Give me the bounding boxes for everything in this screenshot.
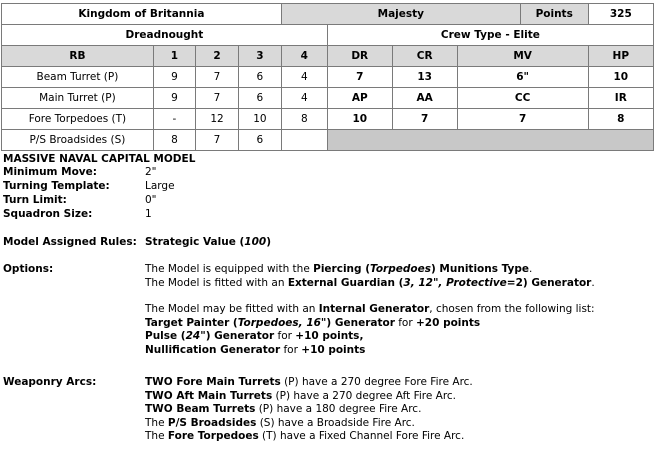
text: (S) have a Broadside Fire Arc. bbox=[256, 416, 415, 429]
text: Target Painter ( bbox=[145, 316, 238, 329]
text: Torpedoes bbox=[370, 263, 431, 275]
weapon-value: 4 bbox=[281, 88, 327, 109]
weapon-value: 6 bbox=[238, 130, 281, 151]
basic-value: 0" bbox=[145, 194, 157, 206]
basic-value: 2" bbox=[145, 166, 157, 178]
rule-param: 100 bbox=[244, 236, 267, 248]
text: for bbox=[274, 330, 296, 342]
weapon-value: 12 bbox=[196, 109, 239, 130]
type-row bbox=[2, 25, 654, 46]
weapon-name: P/S Broadsides (S) bbox=[2, 130, 154, 151]
assigned-rules-row bbox=[3, 236, 643, 250]
weapon-value: 9 bbox=[153, 88, 195, 109]
text: ) Munitions Type bbox=[430, 263, 530, 275]
text: +10 points bbox=[301, 343, 366, 356]
mv-value: 6" bbox=[457, 67, 588, 88]
options-label: Options: bbox=[3, 263, 54, 275]
table-row bbox=[2, 109, 654, 130]
table-row bbox=[2, 130, 654, 151]
text: TWO Fore Main Turrets bbox=[145, 376, 281, 388]
weapon-value: 4 bbox=[281, 67, 327, 88]
weapon-name: Beam Turret (P) bbox=[2, 67, 154, 88]
options-text bbox=[145, 263, 595, 357]
rule-name: Strategic Value bbox=[145, 236, 236, 248]
arcs-text bbox=[145, 376, 473, 444]
text: , bbox=[359, 330, 364, 342]
text: The Model is equipped with the bbox=[145, 263, 314, 275]
dr-value: 7 bbox=[327, 67, 392, 88]
arc-line bbox=[145, 376, 473, 390]
empty-stat-cell bbox=[327, 130, 653, 151]
hp-header: HP bbox=[588, 46, 653, 67]
text: (P) have a 180 degree Fire Arc. bbox=[255, 403, 422, 415]
weapon-value: 7 bbox=[196, 130, 239, 151]
text: P/S Broadsides bbox=[167, 416, 257, 429]
weapon-value: 6 bbox=[238, 67, 281, 88]
basic-label: Turn Limit: bbox=[3, 194, 67, 206]
range-4-header: 4 bbox=[281, 46, 327, 67]
option-line bbox=[145, 317, 595, 331]
text: =2) Generator bbox=[506, 276, 592, 289]
weapon-value: 9 bbox=[153, 67, 195, 88]
text: , chosen from the following list: bbox=[429, 303, 595, 315]
cr-value: 13 bbox=[392, 67, 457, 88]
text: (T) have a Fixed Channel Fore Fire Arc. bbox=[258, 430, 465, 442]
text: The bbox=[145, 430, 168, 442]
text: Nullification Generator bbox=[145, 343, 281, 356]
text: . bbox=[591, 276, 595, 289]
text: (P) have a 270 degree Fore Fire Arc. bbox=[280, 376, 473, 388]
rb-header: RB bbox=[2, 46, 154, 67]
weapon-value: 7 bbox=[196, 67, 239, 88]
table-row bbox=[2, 88, 654, 109]
weapon-value: - bbox=[153, 109, 195, 130]
text: +10 points bbox=[295, 330, 360, 342]
option-line bbox=[145, 263, 595, 277]
points-value: 325 bbox=[588, 4, 653, 25]
stats-grid bbox=[1, 3, 654, 151]
arc-line bbox=[145, 390, 473, 404]
text: Internal Generator bbox=[318, 303, 430, 315]
column-header-row bbox=[2, 46, 654, 67]
points-label: Points bbox=[520, 4, 588, 25]
text: +20 points bbox=[416, 316, 481, 329]
faction-name: Kingdom of Britannia bbox=[2, 4, 282, 25]
text: The Model may be fitted with an bbox=[145, 303, 319, 315]
assigned-rules-label: Model Assigned Rules: bbox=[3, 236, 137, 248]
weapon-value: 6 bbox=[238, 88, 281, 109]
weapon-name: Fore Torpedoes (T) bbox=[2, 109, 154, 130]
ir-header: IR bbox=[588, 88, 653, 109]
ir-value: 8 bbox=[588, 109, 653, 130]
spacer bbox=[145, 290, 595, 303]
weapon-value bbox=[281, 130, 327, 151]
text: Piercing ( bbox=[313, 263, 371, 275]
model-type: Dreadnought bbox=[2, 25, 328, 46]
text: TWO Aft Main Turrets bbox=[145, 389, 273, 402]
options-section bbox=[3, 263, 643, 363]
text: 3, 12", Protective bbox=[403, 276, 507, 289]
weapon-value: 10 bbox=[238, 109, 281, 130]
weapon-name: Main Turret (P) bbox=[2, 88, 154, 109]
basic-value: Large bbox=[145, 180, 175, 192]
hp-value: 10 bbox=[588, 67, 653, 88]
arc-line bbox=[145, 417, 473, 431]
header-row bbox=[2, 4, 654, 25]
text: ) Generator bbox=[205, 330, 275, 342]
aa-value: 7 bbox=[392, 109, 457, 130]
arcs-section bbox=[3, 376, 643, 448]
text: . bbox=[529, 263, 533, 275]
text: for bbox=[394, 316, 416, 329]
basic-value: 1 bbox=[145, 208, 152, 220]
class-name: Majesty bbox=[281, 4, 520, 25]
range-2-header: 2 bbox=[196, 46, 239, 67]
arc-line bbox=[145, 403, 473, 417]
basic-row bbox=[3, 180, 403, 194]
arc-line bbox=[145, 430, 473, 444]
dr-header: DR bbox=[327, 46, 392, 67]
text: for bbox=[280, 343, 302, 356]
weapon-value: 8 bbox=[281, 109, 327, 130]
mv-header: MV bbox=[457, 46, 588, 67]
text: Fore Torpedoes bbox=[167, 430, 259, 442]
text: The bbox=[145, 416, 168, 429]
ap-value: 10 bbox=[327, 109, 392, 130]
assigned-rule: Strategic Value (100) bbox=[145, 236, 272, 248]
ap-header: AP bbox=[327, 88, 392, 109]
basic-label: Turning Template: bbox=[3, 180, 110, 192]
basic-label: Squadron Size: bbox=[3, 208, 93, 220]
text: 24" bbox=[185, 330, 206, 342]
option-line bbox=[145, 277, 595, 291]
text: (P) have a 270 degree Aft Fire Arc. bbox=[272, 389, 457, 402]
text: Torpedoes, 16" bbox=[237, 316, 327, 329]
basic-row bbox=[3, 194, 403, 208]
range-3-header: 3 bbox=[238, 46, 281, 67]
cr-header: CR bbox=[392, 46, 457, 67]
basic-label: Minimum Move: bbox=[3, 166, 97, 178]
text: TWO Beam Turrets bbox=[145, 403, 256, 415]
cc-header: CC bbox=[457, 88, 588, 109]
option-line bbox=[145, 303, 595, 317]
option-line bbox=[145, 330, 595, 344]
cc-value: 7 bbox=[457, 109, 588, 130]
option-line bbox=[145, 344, 595, 358]
model-heading: MASSIVE NAVAL CAPITAL MODEL bbox=[3, 153, 196, 165]
basic-row bbox=[3, 208, 403, 222]
table-row bbox=[2, 67, 654, 88]
aa-header: AA bbox=[392, 88, 457, 109]
text: The Model is fitted with an bbox=[145, 276, 288, 289]
basic-row bbox=[3, 166, 403, 180]
arcs-label: Weaponry Arcs: bbox=[3, 376, 97, 388]
text: ) Generator bbox=[326, 316, 395, 329]
text: Pulse ( bbox=[145, 330, 186, 342]
weapon-value: 8 bbox=[153, 130, 195, 151]
crew-type: Crew Type - Elite bbox=[327, 25, 653, 46]
weapon-value: 7 bbox=[196, 88, 239, 109]
range-1-header: 1 bbox=[153, 46, 195, 67]
text: External Guardian ( bbox=[287, 276, 404, 289]
